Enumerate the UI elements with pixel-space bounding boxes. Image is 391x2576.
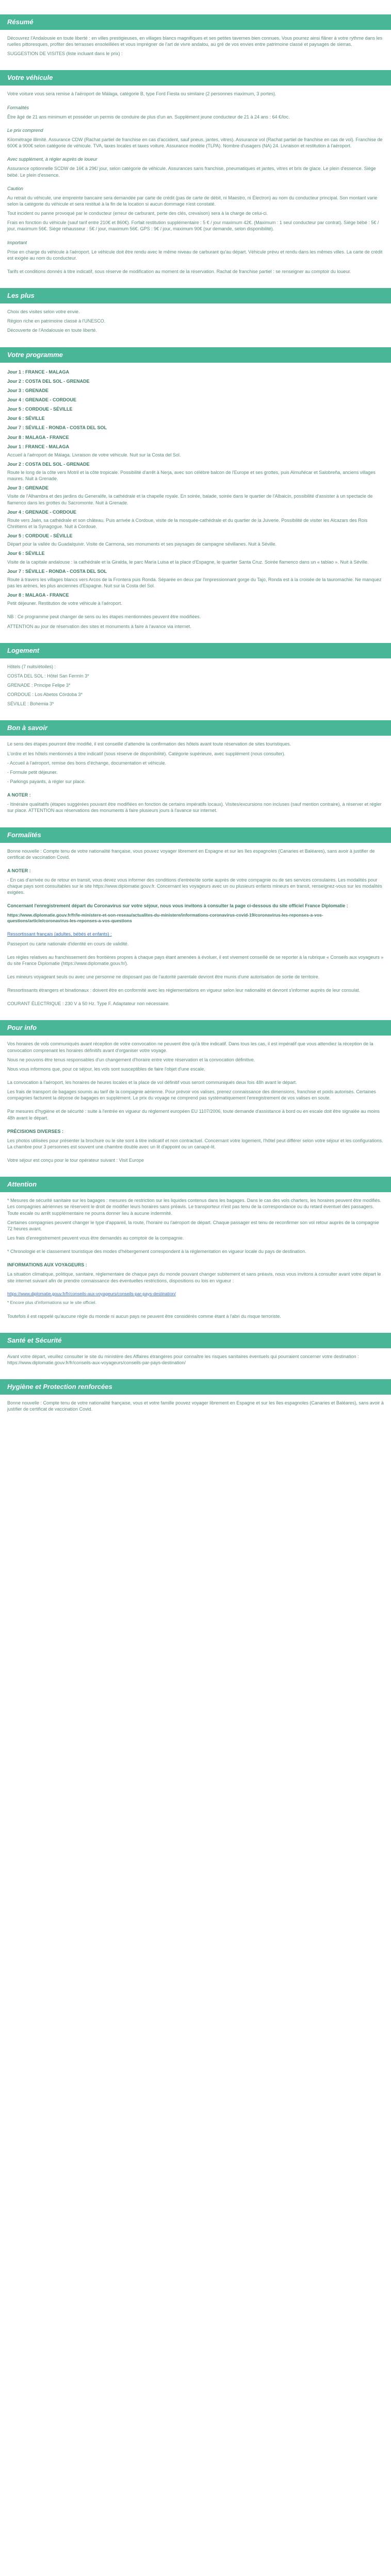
attention-end-text: Toutefois il est rappelé qu'aucune règle du monde ni aucun pays ne peuvent être considérés comme étant à l'abri du risque terroriste. xyxy=(7,1313,281,1319)
attention-info-text: La situation climatique, politique, sanitaire, réglementaire de chaque pays du monde pouvant changer subitement et sans préavis, nous vous invitons à consulter avant votre départ le site internet suivant afin de prendre connaissance des éventuelles restrictions, dispositions ou lois en vigueur : xyxy=(7,1272,381,1283)
logement-intro: Hôtels (7 nuits/étoiles) : xyxy=(7,664,56,669)
voiture-supp-label: Avec supplément, à régler auprès de loueur xyxy=(7,157,97,162)
attention-info-label: INFORMATIONS AUX VOYAGEURS : xyxy=(7,1262,87,1268)
formalites-power-text: COURANT ÉLECTRIQUE : 230 V à 50 Hz. Type F. Adaptateur non nécessaire. xyxy=(7,1001,170,1007)
programme-day-desc: Route à travers les villages blancs vers Arcos de la Frontera puis Ronda. Séparée en deux par l'impressionnant gorge du Tajo, Ronda est à la croisée de la tauromachie. Ne manquez pas les arènes, les plus anciennes d'Espagne. Nuit sur la Costa del Sol. xyxy=(7,577,382,589)
formalites-warn-label: Concernant l'enregistrement départ du Coronavirus sur votre séjour, nous vous invitons à consulter la page ci-dessous du site officiel France Diplomatie : xyxy=(7,903,348,909)
programme-day-desc: Visite de l'Alhambra et des jardins du Generalife, la cathédrale et la chapelle royale. En soirée, balade, soirée dans le quartier de l'Albaicín, possibilité d'assister à un spectacle de flamenco dans les grottes du Sacromonte. Nuit à Grenade. xyxy=(7,494,373,505)
formalites-req-label[interactable]: Ressortissant français (adultes, bébés et enfants) : xyxy=(7,931,112,937)
programme-day-title: Jour 6 : SÉVILLE xyxy=(7,416,45,421)
info-block xyxy=(0,1036,391,1177)
programme-day xyxy=(7,387,384,394)
voiture-intro: Votre voiture vous sera remise à l'aéroport de Málaga, catégorie B, type Ford Fiesta ou similaire (2 personnes maximum, 3 portes). xyxy=(7,91,276,97)
section-heading-hygiene: Hygiène et Protection renforcées xyxy=(0,1379,391,1395)
voiture-formalites-label: Formalités xyxy=(7,105,29,110)
attention-text: * Mesures de sécurité sanitaire sur les bagages : mesures de restriction sur les liquides contenus dans les bagages. Dans le cas des vols charters, les horaires peuvent être modifiés. Les compagnies aériennes se réservent le droit de modifier leurs horaires sans préavis. Le transporteur n'est pas tenu de la correspondance ou du retard éventuel des passagers. Toute escale ou arrêt supplémentaire ne pourra donner lieu à aucune indemnité. xyxy=(7,1198,381,1216)
section-heading-info: Pour info xyxy=(0,1020,391,1036)
programme-day xyxy=(7,397,384,403)
programme-day xyxy=(7,461,384,482)
attention-text: Certaines compagnies peuvent changer le type d'appareil, la route, l'horaire ou l'aéroport de départ. Chaque passager est tenu de reconfirmer son vol retour auprès de la compagnie 72 heures avant. xyxy=(7,1219,379,1231)
info-text: Nous vous informons que, pour ce séjour, les vols sont susceptibles de faire l'objet d'une escale. xyxy=(7,1066,205,1072)
info-text: Les frais de transport de bagages soumis au tarif de la compagnie aérienne. Pour prévoir vos valises, prenez connaissance des dimensions, franchise et poids autorisés. Certaines compagnies facturent la dépose de bagages en supplément. Le prix du voyage ne comprend pas systématiquement l'enregistrement de vos valises en soute. xyxy=(7,1089,376,1101)
programme-day xyxy=(7,369,384,375)
programme-day-title: Jour 1 : FRANCE - MALAGA xyxy=(7,369,69,375)
logement-hotel: SÉVILLE : Bohemia 3* xyxy=(7,701,54,707)
attention-block xyxy=(0,1192,391,1332)
section-heading-resume: Résumé xyxy=(0,14,391,30)
resume-visits: SUGGESTION DE VISITES (liste incluant dans le prix) : xyxy=(7,51,123,57)
savoir-notice-label: A NOTER : xyxy=(7,792,31,798)
resume-intro: Découvrez l'Andalousie en toute liberté : en villes prestigieuses, en villages blancs magnifiques et ses petites tavernes bien connues. Vous pourrez ainsi flâner à votre rythme dans les ruelles pittoresques, profiter des terrasses ensoleillées et vous imprégner de l'art de vivre andalou, au gré de vos envies entre patrimoine classé et paysages de sierras. xyxy=(7,36,383,47)
section-heading-plus: Les plus xyxy=(0,288,391,303)
voiture-important-label: Important xyxy=(7,240,27,245)
savoir-text: L'ordre et les hôtels mentionnés à titre indicatif (sous réserve de disponibilité). Catégorie supérieure, avec supplément (nous consulter). xyxy=(7,751,285,756)
info-text: Par mesures d'hygiène et de sécurité : suite à l'entrée en vigueur du règlement européen EU 1107/2006, toute demande d'assistance à bord ou en escale doit être signalée au moins 48h avant le départ. xyxy=(7,1109,380,1121)
logement-hotel: GRENADE : Principe Felipe 3* xyxy=(7,683,71,688)
programme-day-desc: Petit déjeuner. Restitution de votre véhicule à l'aéroport. xyxy=(7,601,122,606)
logement-hotel: COSTA DEL SOL : Hôtel San Fermín 3* xyxy=(7,673,89,679)
plus-item: Région riche en patrimoine classé à l'UNESCO. xyxy=(7,318,106,324)
programme-day-desc: Route vers Jaén, sa cathédrale et son château. Puis arrivée à Cordoue, visite de la mosquée-cathédrale et du quartier de la Juiverie. Possibilité de visiter les Alcazars des Rois Chrétiens et la Synagogue. Nuit à Cordoue. xyxy=(7,517,368,530)
programme-day-title: Jour 4 : GRENADE - CORDOUE xyxy=(7,509,77,515)
voiture-carburant-text: Tout incident ou panne provoqué par le conducteur (erreur de carburant, perte des clés, crevaison) sera à la charge de celui-ci. xyxy=(7,211,268,216)
voiture-frais-text: Frais en fonction du véhicule (sauf tarif entre 210€ et 860€). Forfait restitution supplémentaire : 5 € / jour maximum 42€. (Maximum : 1 seul conducteur par contrat). Siège bébé : 5€ / jour, maximum 56€. Siège rehausseur : 5€ / jour, maximum 56€. GPS : 9€ / jour, maximum 90€ (sur demande, selon disponibilité). xyxy=(7,220,379,232)
programme-day-title: Jour 8 : MALAGA - FRANCE xyxy=(7,434,69,440)
programme-day-desc: Visite de la capitale andalouse : la cathédrale et la Giralda, le parc María Luisa et la place d'Espagne, le quartier Santa Cruz. Soirée flamenco dans un « tablao ». Nuit à Séville. xyxy=(7,559,369,565)
programme-day xyxy=(7,568,384,589)
section-heading-sante: Santé et Sécurité xyxy=(0,1333,391,1348)
programme-day-title: Jour 2 : COSTA DEL SOL - GRENADE xyxy=(7,378,90,384)
attention-text: * Chronologie et le classement touristique des modes d'hébergement correspondent à la réglementation en vigueur locale du pays de destination. xyxy=(7,1249,306,1255)
voiture-caution-text: Au retrait du véhicule, une empreinte bancaire sera demandée par carte de crédit (pas de carte de débit, ni Maestro, ni Électron) au nom du conducteur principal. Son montant varie selon la catégorie du véhicule et sera restitué à la fin de la location si aucun dommage n'est constaté. xyxy=(7,195,378,207)
programme-attention-note: ATTENTION au jour de réservation des sites et monuments à faire à l'avance via internet. xyxy=(7,623,191,629)
info-text: La convocation à l'aéroport, les horaires de heures locales et la place de vol définitif vous seront communiqués deux fois 48h avant le départ. xyxy=(7,1080,297,1086)
programme-day xyxy=(7,434,384,440)
info-prec-label: PRÉCISIONS DIVERSES : xyxy=(7,1128,64,1134)
programme-day xyxy=(7,509,384,530)
section-heading-voiture: Votre véhicule xyxy=(0,70,391,86)
voiture-block xyxy=(0,86,391,288)
savoir-block xyxy=(0,736,391,827)
section-heading-savoir: Bon à savoir xyxy=(0,720,391,736)
attention-link-note: * Encore plus d'informations sur le site officiel. xyxy=(7,1300,96,1306)
voiture-important-text: Prise en charge du véhicule à l'aéroport. Le véhicule doit être rendu avec le même niveau de carburant qu'au départ. Véhicule prévu et rendu dans les mêmes villes. La carte de crédit est exigée au nom du conducteur. xyxy=(7,249,383,261)
programme-day-title: Jour 1 : FRANCE - MALAGA xyxy=(7,444,69,449)
formalites-req-text: Passeport ou carte nationale d'identité en cours de validité. xyxy=(7,941,129,946)
sante-block xyxy=(0,1348,391,1379)
programme-day xyxy=(7,485,384,505)
voiture-prix-text: Kilométrage illimité. Assurance CDW (Rachat partiel de franchise en cas d'accident, sauf pneus, jantes, vitres). Assurance vol (Rachat partiel de franchise en cas de vol). Franchise de 600€ à 900€ selon catégorie de véhicule. TVA, taxes locales et taxes voiture. Assurance modèle (TLPA). Nombre d'usagers (NA) 24. Livraison et restitution à l'aéroport. xyxy=(7,137,383,149)
plus-item: Découverte de l'Andalousie en toute liberté. xyxy=(7,328,97,333)
programme-day-title: Jour 3 : GRENADE xyxy=(7,485,49,491)
formalites-block xyxy=(0,843,391,1021)
sante-text: Avant votre départ, veuillez consulter le site du ministère des Affaires étrangères pour connaître les risques sanitaires éventuels qui pourraient concerner votre destination : https://www.diplomatie.gouv.fr/fr/conseils-aux-voyageurs/conseils-par-pays-destination/ xyxy=(7,1353,359,1365)
formalites-intro: Bonne nouvelle : Compte tenu de votre nationalité française, vous pouvez voyager librement en Espagne et sur les îles espagnoles (Canaries et Baléares), sans avoir à justifier de certificat de vaccination Covid. xyxy=(7,848,375,860)
info-prec-text: Les photos utilisées pour présenter la brochure ou le site sont à titre indicatif et non contractuel. Concernant votre logement, l'hôtel peut différer selon votre séjour et les configurations. La chambre pour 3 personnes est souvent une chambre double avec un lit d'appoint ou un canapé-lit. xyxy=(7,1138,383,1150)
programme-day-title: Jour 8 : MALAGA - FRANCE xyxy=(7,592,69,598)
formalites-warn-link[interactable]: https://www.diplomatie.gouv.fr/fr/le-ministere-et-son-reseau/actualites-du-ministere/informations-coronavirus-covid-19/coronavirus-les-reponses-a-vos-questions/article/coronavirus-les-reponses-a-vos-questions xyxy=(7,912,323,924)
savoir-notice-text: - Itinéraire qualitatifs (étapes suggérées pouvant être modifiées en fonction de certains impératifs locaux). Visites/excursions non incluses (sauf mention contraire), à réserver et régler sur place. ATTENTION aux réservations des monuments à faire plusieurs jours à l'avance sur internet. xyxy=(7,802,382,814)
info-end-text: Votre séjour est conçu pour le tour opérateur suivant : Visit Europe xyxy=(7,1158,144,1163)
formalites-other-text: Les règles relatives au franchissement des frontières propres à chaque pays étant amenées à évoluer, il est vivement conseillé de se reporter à la rubrique « Conseils aux voyageurs » du site France Diplomatie (https://www.diplomatie.gouv.fr/). xyxy=(7,954,384,966)
programme-day xyxy=(7,444,384,458)
programme-day-title: Jour 7 : SÉVILLE - RONDA - COSTA DEL SOL xyxy=(7,425,107,431)
programme-day xyxy=(7,378,384,384)
programme-day-desc: Accueil à l'aéroport de Málaga. Livraison de votre véhicule. Nuit sur la Costa del Sol. xyxy=(7,452,181,457)
savoir-text: - Parkings payants, à régler sur place. xyxy=(7,779,86,784)
savoir-text: - Accueil à l'aéroport, remise des bons d'échange, documentation et véhicule. xyxy=(7,760,167,766)
voiture-prix-label: Le prix comprend xyxy=(7,127,43,133)
voiture-formalites-text: Être âgé de 21 ans minimum et posséder un permis de conduire de plus d'un an. Supplément jeune conducteur de 21 à 24 ans : 64 €/loc. xyxy=(7,114,290,120)
programme-block xyxy=(0,363,391,643)
logement-hotel: CORDOUE : Los Abetos Córdoba 3* xyxy=(7,692,83,698)
programme-day-title: Jour 6 : SÉVILLE xyxy=(7,551,45,556)
section-heading-programme: Votre programme xyxy=(0,347,391,363)
formalites-note-text: - En cas d'arrivée ou de retour en transit, vous devez vous informer des conditions d'entrée/de sortie auprès de votre compagnie ou de ses services consulaires. Les modalités pour chaque pays sont consultables sur le site https://www.diplomatie.gouv.fr. Concernant les voyageurs avec un ou plusieurs enfants mineurs en transit, renseignez-vous sur les modalités exigées. xyxy=(7,877,382,895)
plus-item: Choix des visites selon votre envie. xyxy=(7,309,80,315)
resume-block xyxy=(0,30,391,70)
section-heading-attention: Attention xyxy=(0,1177,391,1192)
hygiene-block xyxy=(0,1395,391,1426)
voiture-supp-text: Assurance optionnelle SCDW de 16€ à 29€/ jour, selon catégorie de véhicule. Assurances sans franchise, pneumatiques et jantes, vitres et bris de glace. Le plein d'essence. Siège bébé. Le plein d'essence. xyxy=(7,166,376,178)
programme-day-title: Jour 5 : CORDOUE - SÉVILLE xyxy=(7,533,73,539)
savoir-text: - Formule petit déjeuner. xyxy=(7,769,58,775)
programme-day xyxy=(7,425,384,431)
programme-day-desc: Départ pour la vallée du Guadalquivir. Visite de Carmona, ses monuments et ses paysages de campagne sévillanes. Nuit à Séville. xyxy=(7,541,277,547)
plus-block xyxy=(0,303,391,347)
attention-diplomatie-link[interactable]: https://www.diplomatie.gouv.fr/fr/conseils-aux-voyageurs/conseils-par-pays-destination/ xyxy=(7,1291,176,1296)
section-heading-logement: Logement xyxy=(0,643,391,658)
info-text: Nous ne pouvons être tenus responsables d'un changement d'horaire entre votre réservation et la convocation définitive. xyxy=(7,1057,255,1062)
formalites-foreign-text: Ressortissants étrangers et binationaux : doivent être en conformité avec les réglementations en vigueur selon leur nationalité et devront s'informer auprès de leur consulat. xyxy=(7,988,361,993)
programme-nb-note: NB : Ce programme peut changer de sens ou les étapes mentionnées peuvent être modifiées. xyxy=(7,614,201,620)
info-text: Vos horaires de vols communiqués avant réception de votre convocation ne peuvent être qu'à titre indicatif. Dans tous les cas, il est impératif que vous attendiez la réception de la convocation comprenant les horaires définitifs avant d'organiser votre voyage. xyxy=(7,1041,373,1053)
formalites-note-label: A NOTER : xyxy=(7,868,31,873)
programme-day xyxy=(7,550,384,565)
programme-day-title: Jour 4 : GRENADE - CORDOUE xyxy=(7,397,77,402)
programme-day xyxy=(7,592,384,606)
programme-day-title: Jour 3 : GRENADE xyxy=(7,387,49,393)
formalites-minor-text: Les mineurs voyageant seuls ou avec une personne ne disposant pas de l'autorité parentale devront être munis d'une autorisation de sortie de territoire. xyxy=(7,974,320,980)
programme-day xyxy=(7,415,384,421)
programme-day xyxy=(7,406,384,412)
programme-day-title: Jour 5 : CORDOUE - SÉVILLE xyxy=(7,406,73,412)
programme-day-title: Jour 7 : SÉVILLE - RONDA - COSTA DEL SOL xyxy=(7,568,107,574)
voiture-caution-label: Caution xyxy=(7,185,24,191)
programme-day-title: Jour 2 : COSTA DEL SOL - GRENADE xyxy=(7,461,90,467)
voiture-tarif-text: Tarifs et conditions donnés à titre indicatif, sous réserve de modification au moment de la réservation. Rachat de franchise partiel : se renseigner au comptoir du loueur. xyxy=(7,268,351,274)
savoir-text: Le sens des étapes pourront être modifié, il est conseillé d'attendre la confirmation des hôtels avant toute réservation de sites touristiques. xyxy=(7,741,291,747)
programme-day xyxy=(7,533,384,547)
attention-text: Les frais d'enregistrement peuvent vous être demandés au comptoir de la compagnie. xyxy=(7,1235,184,1241)
section-heading-formalites: Formalités xyxy=(0,827,391,843)
hygiene-text: Bonne nouvelle : Compte tenu de votre nationalité française, vous et votre famille pouvez voyager librement en Espagne et sur les îles espagnoles (Canaries et Baléares), sans avoir à justifier de certificat de vaccination Covid. xyxy=(7,1400,384,1412)
logement-block xyxy=(0,658,391,721)
programme-day-desc: Route le long de la côte vers Motril et la côte tropicale. Possibilité d'arrêt à Nerja, avec son célèbre balcon de l'Europe et ses grottes, puis Almuñécar et Salobreña, anciens villages maures. Nuit à Grenade. xyxy=(7,470,376,482)
